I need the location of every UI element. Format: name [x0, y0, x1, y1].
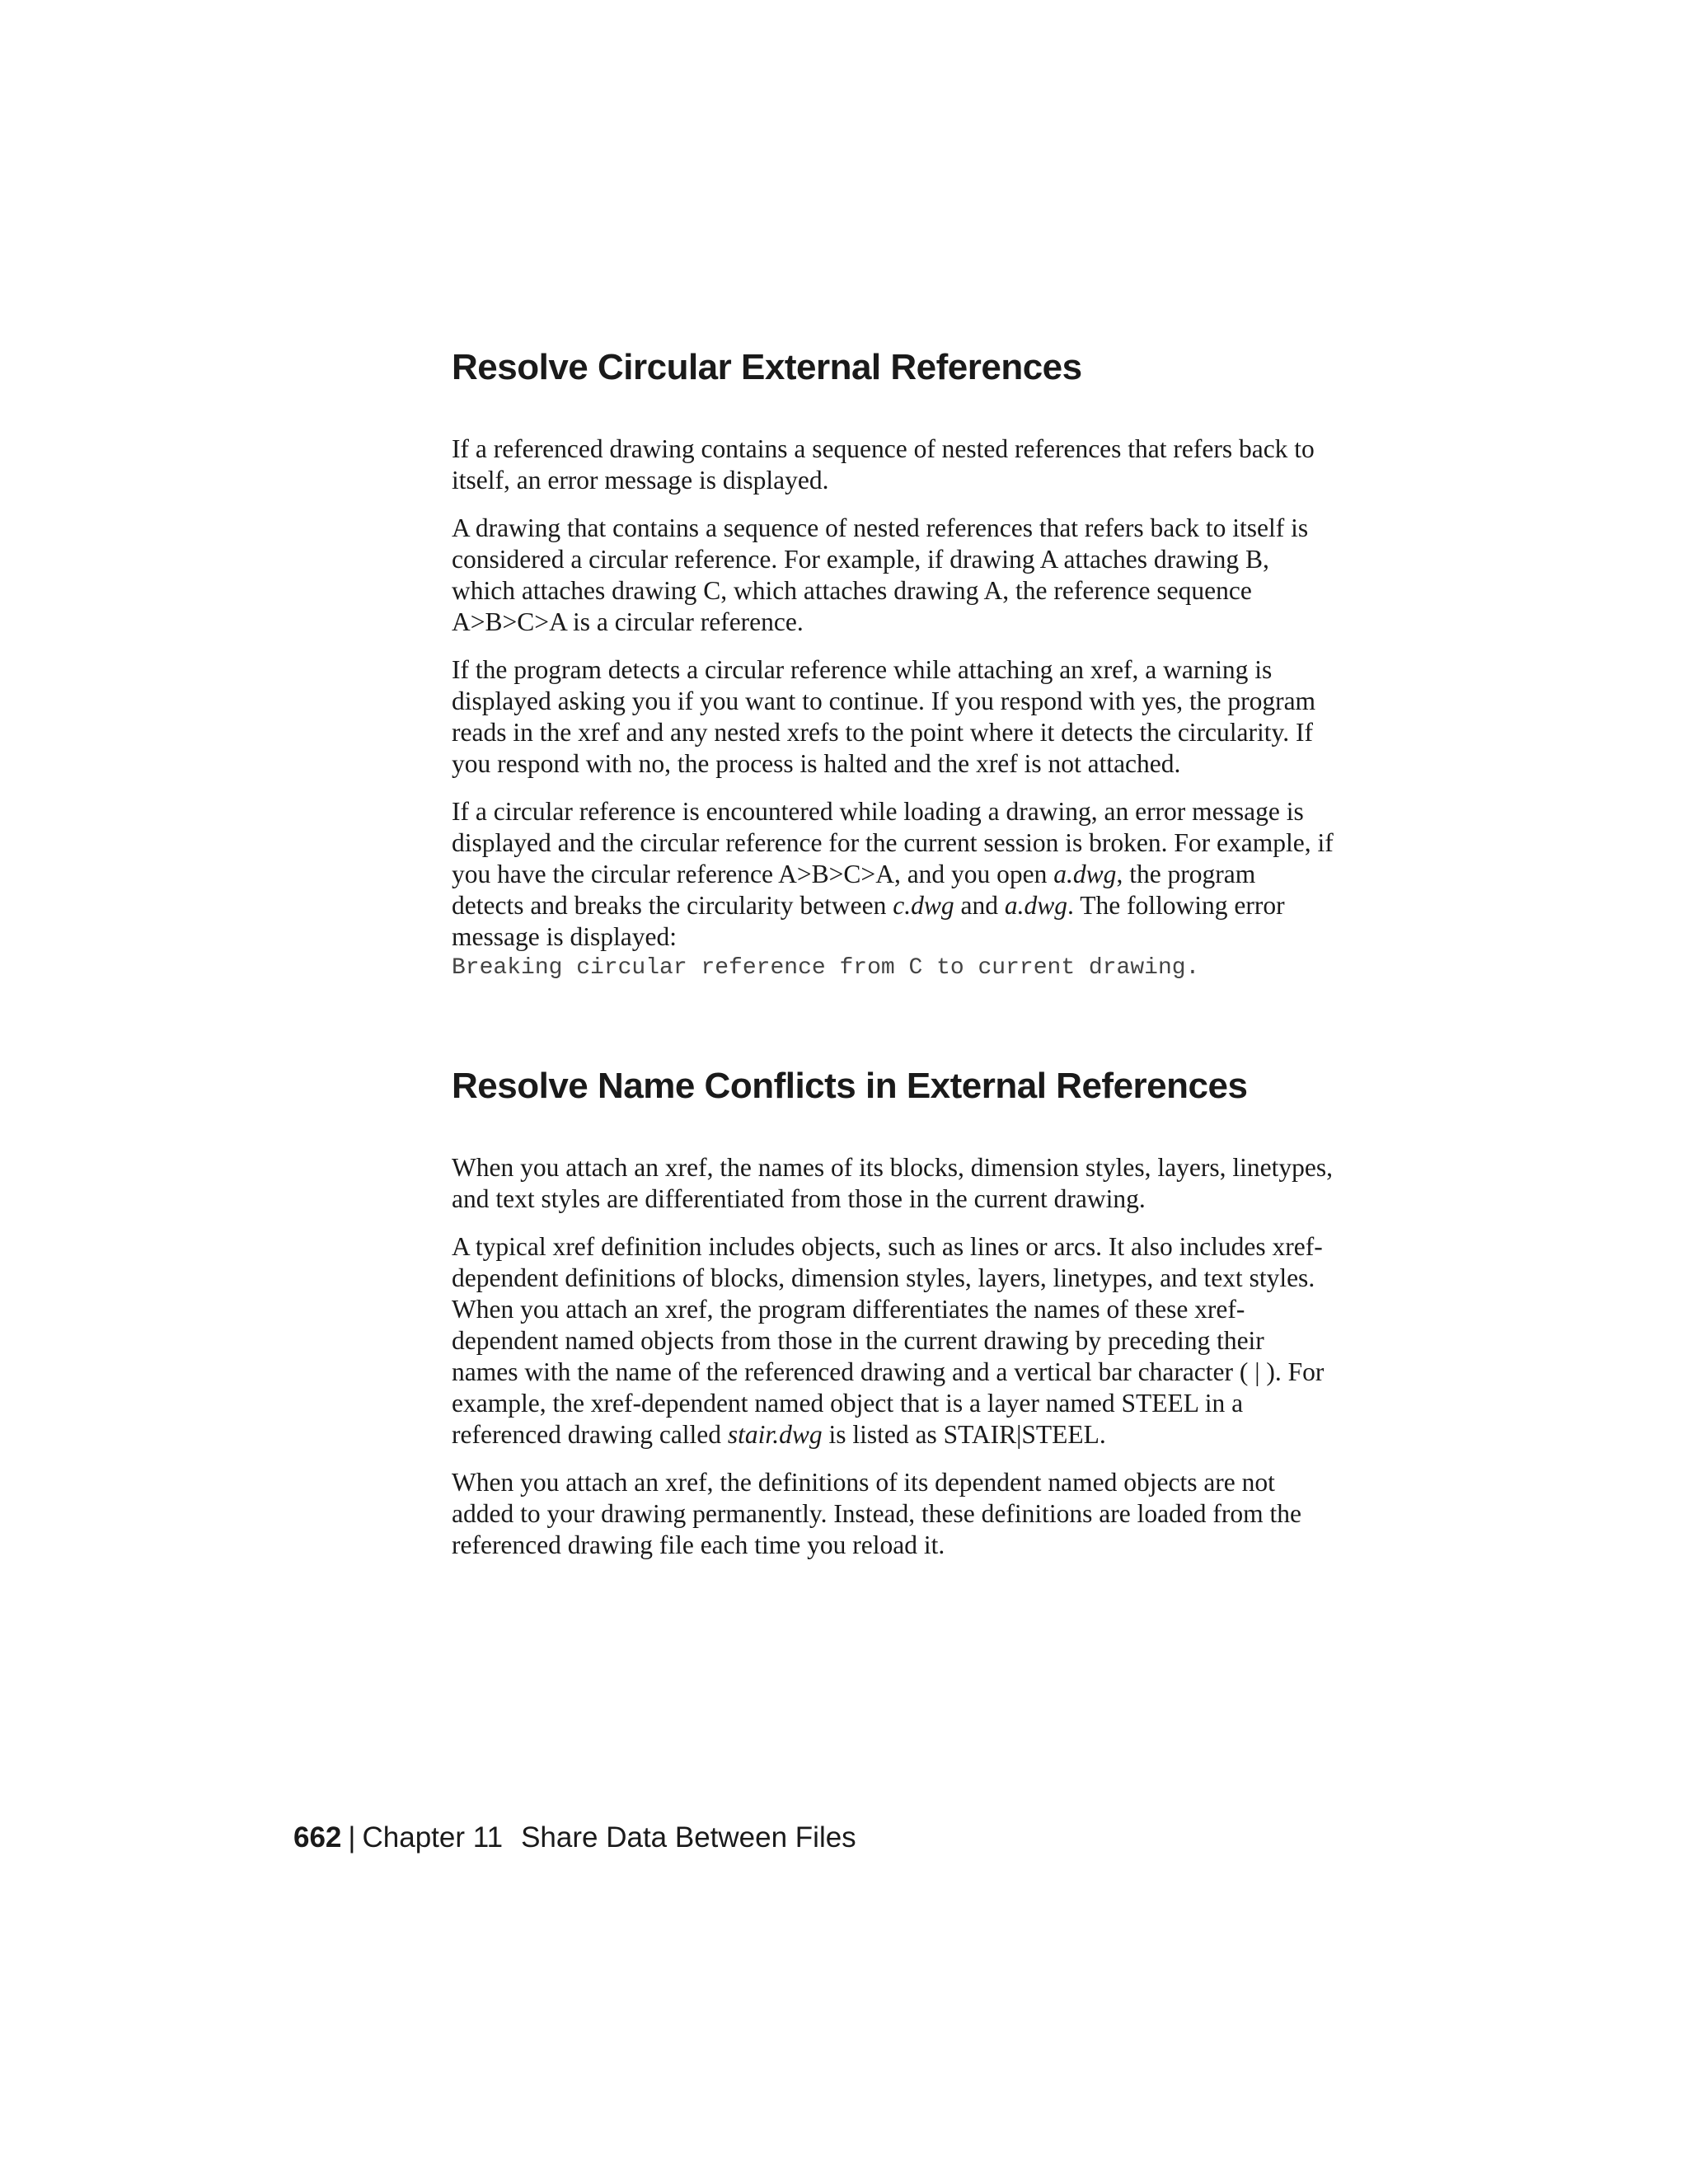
- file-name: a.dwg: [1004, 891, 1068, 920]
- paragraph: A drawing that contains a sequence of nested references that refers back to itself is considered a circular reference. For example, if drawing A attaches drawing B, which attaches drawing C, which attaches drawing A, the reference sequence A>B>C>A is a circular reference.: [452, 513, 1309, 636]
- paragraph: If a referenced drawing contains a sequence of nested references that refers back to itself, an error message is displayed.: [452, 434, 1315, 494]
- text-run: . The following error message is displayed:: [452, 891, 1285, 951]
- text-run: is listed as STAIR|STEEL.: [822, 1420, 1106, 1449]
- text-run: and: [954, 891, 1005, 920]
- paragraph: [452, 796, 1334, 953]
- section-circular-references: [452, 346, 1334, 984]
- footer-separator: |: [348, 1821, 356, 1854]
- page-footer: [293, 1820, 856, 1856]
- section-name-conflicts: [452, 1065, 1334, 1561]
- text-run: A typical xref definition includes objects, such as lines or arcs. It also includes xref-dependent definitions of blocks, dimension styles, layers, linetypes, and text styles. When you attach an xref, the program differentiates the names of these xref-dependent named objects from those in the current drawing by preceding their names with the name of the referenced drawing and a vertical bar character ( | ). For example, the xref-dependent named object that is a layer named STEEL in a referenced drawing called: [452, 1232, 1325, 1449]
- section-heading: Resolve Name Conflicts in External References: [452, 1066, 1248, 1106]
- chapter-title: Share Data Between Files: [521, 1821, 856, 1854]
- paragraph: [452, 1231, 1334, 1451]
- file-name: stair.dwg: [727, 1420, 823, 1449]
- text-run: , the program detects and breaks the circularity between: [452, 860, 1256, 920]
- paragraph: When you attach an xref, the definitions of its dependent named objects are not added to your drawing permanently. Instead, these definitions are loaded from the referenced drawing file each time you reload it.: [452, 1468, 1301, 1559]
- paragraph: If the program detects a circular reference while attaching an xref, a warning is displayed asking you if you want to continue. If you respond with yes, the program reads in the xref and any nested xrefs to the point where it detects the circularity. If you respond with no, the process is halted and the xref is not attached.: [452, 655, 1316, 778]
- page-number: 662: [293, 1821, 342, 1854]
- file-name: a.dwg: [1053, 860, 1117, 888]
- paragraph: When you attach an xref, the names of its blocks, dimension styles, layers, linetypes, and text styles are differentiated from those in the current drawing.: [452, 1153, 1333, 1213]
- file-name: c.dwg: [893, 891, 954, 920]
- text-run: If a circular reference is encountered while loading a drawing, an error message is displayed and the circular reference for the current session is broken. For example, if you have the circular reference A>B>C>A, and you open: [452, 797, 1334, 888]
- section-heading: Resolve Circular External References: [452, 347, 1082, 387]
- error-message-code: Breaking circular reference from C to current drawing.: [452, 955, 1200, 981]
- chapter-label: Chapter 11: [362, 1821, 504, 1854]
